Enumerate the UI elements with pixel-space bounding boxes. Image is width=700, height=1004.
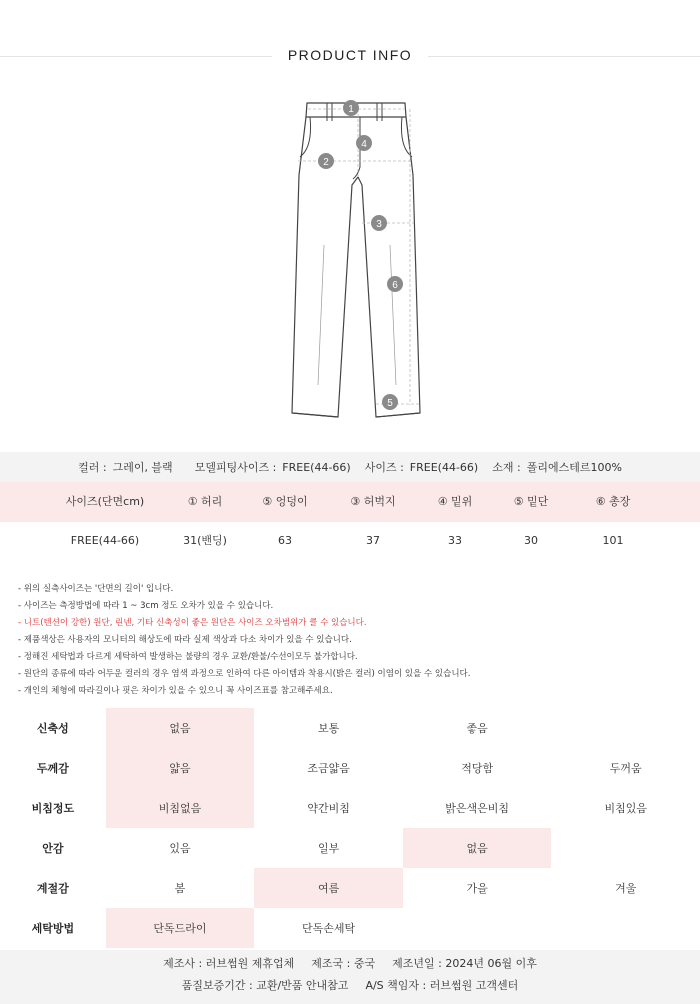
color-value: 그레이, 블랙 <box>112 461 173 474</box>
attr-option: 단독손세탁 <box>302 922 356 935</box>
manufacturer-info <box>0 950 700 1004</box>
svg-text:2: 2 <box>323 157 329 168</box>
size-cell-thigh: 37 <box>366 534 380 547</box>
attr-option: 두꺼움 <box>609 762 642 775</box>
attr-option: 비침있음 <box>604 802 647 815</box>
note-line: - 제품색상은 사용자의 모니터의 해상도에 따라 실제 색상과 다소 차이가 있을 수 있습니다. <box>18 635 352 645</box>
attr-option: 여름 <box>254 868 403 908</box>
size-label: 사이즈 : <box>364 461 404 474</box>
model-size-value: FREE(44-66) <box>282 460 351 474</box>
marker-6 <box>387 276 403 292</box>
note-line-warning: - 니트(텐션이 강한) 원단, 린넨, 기타 신축성이 좋은 원단은 사이즈 오차범위가 클 수 있습니다. <box>18 618 367 628</box>
attr-option: 일부 <box>317 842 340 855</box>
warranty-label: 품질보증기간 : <box>181 979 253 992</box>
note-line: - 개인의 체형에 따라길이나 핏은 차이가 있을 수 있으니 꼭 사이즈표를 참고해주세요. <box>18 686 333 696</box>
size-cell-hem: 30 <box>524 534 538 547</box>
size-cell-size: FREE(44-66) <box>70 534 140 547</box>
section-title: PRODUCT INFO <box>287 47 413 63</box>
size-notes <box>18 581 688 700</box>
attr-option: 얇음 <box>106 748 255 788</box>
attr-option: 적당함 <box>461 762 494 775</box>
size-value: FREE(44-66) <box>409 460 479 474</box>
color-label: 컬러 : <box>78 461 107 474</box>
material-label: 소재 : <box>492 461 521 474</box>
attr-option: 있음 <box>169 842 191 855</box>
attr-option: 비침없음 <box>106 788 255 828</box>
marker-5 <box>382 394 398 410</box>
note-line: - 원단의 종류에 따라 어두운 컬러의 경우 염색 과정으로 인하여 다른 아이템과 착용시(밝은 컬러) 이염이 있을 수 있습니다. <box>18 669 471 679</box>
as-value: 러브썸원 고객센터 <box>429 979 519 992</box>
as-label: A/S 책임자 : <box>365 979 427 992</box>
material-value: 폴리에스테르100% <box>526 461 622 474</box>
size-header-waist: ① 허리 <box>187 495 223 508</box>
attr-row-season <box>0 868 700 908</box>
pants-measurement-diagram <box>280 95 430 425</box>
note-line: - 정해진 세탁법과 다르게 세탁하여 발생하는 불량의 경우 교환/환불/수선이모두 불가합니다. <box>18 652 358 662</box>
svg-text:3: 3 <box>376 219 382 230</box>
size-header-rise: ④ 밑위 <box>437 495 473 508</box>
model-size-label: 모델피팅사이즈 : <box>194 461 277 474</box>
attr-row-washing <box>0 908 700 948</box>
attr-label: 세탁방법 <box>31 922 75 935</box>
note-line: - 위의 실측사이즈는 '단면의 길이' 입니다. <box>18 584 174 594</box>
size-header-hem: ⑤ 밑단 <box>513 495 549 508</box>
size-cell-waist: 31(밴딩) <box>183 534 227 547</box>
svg-text:6: 6 <box>392 280 398 291</box>
svg-text:1: 1 <box>348 104 354 115</box>
note-line: - 사이즈는 측정방법에 따라 1 ~ 3cm 정도 오차가 있을 수 있습니다. <box>18 601 274 611</box>
size-cell-rise: 33 <box>448 534 462 547</box>
attr-option: 보통 <box>317 722 340 735</box>
size-header-size-col: 사이즈(단면cm) <box>65 495 145 508</box>
size-header-band <box>0 482 700 522</box>
date-value: 2024년 06월 이후 <box>445 957 537 970</box>
attr-option: 겨울 <box>615 882 637 895</box>
warranty-value: 교환/반품 안내참고 <box>256 979 349 992</box>
attr-option: 밝은색은비침 <box>445 802 510 815</box>
attr-option: 가을 <box>466 882 488 895</box>
attr-option <box>403 908 552 948</box>
attr-label: 비침정도 <box>31 802 75 815</box>
size-cell-length: 101 <box>602 534 624 547</box>
attr-option: 없음 <box>106 708 255 748</box>
svg-text:4: 4 <box>361 139 367 150</box>
attr-option <box>551 908 700 948</box>
country-value: 중국 <box>353 957 376 970</box>
section-header <box>0 0 700 100</box>
country-label: 제조국 : <box>311 957 351 970</box>
marker-3 <box>371 215 387 231</box>
product-spec-summary <box>0 452 700 482</box>
size-header-thigh: ③ 허벅지 <box>350 495 396 508</box>
manufacturer-line <box>0 953 700 975</box>
size-header-length: ⑥ 총장 <box>595 495 631 508</box>
date-label: 제조년일 : <box>392 957 442 970</box>
attr-option <box>551 828 700 868</box>
size-cell-hip: 63 <box>278 534 292 547</box>
maker-value: 러브썸원 제휴업체 <box>205 957 295 970</box>
attr-option: 조금얇음 <box>307 762 350 775</box>
attr-label: 신축성 <box>36 722 69 735</box>
attr-row-stretch <box>0 708 700 748</box>
attr-option: 약간비침 <box>307 802 350 815</box>
attr-option <box>551 708 700 748</box>
attr-option: 봄 <box>174 882 186 895</box>
attr-row-thickness <box>0 748 700 788</box>
size-table-row <box>0 522 700 560</box>
attr-label: 계절감 <box>36 882 69 895</box>
pants-illustration <box>280 95 430 425</box>
warranty-line <box>0 975 700 997</box>
attr-option: 단독드라이 <box>106 908 255 948</box>
attr-option: 좋음 <box>466 722 488 735</box>
divider-right <box>428 56 700 57</box>
attr-row-sheerness <box>0 788 700 828</box>
marker-2 <box>318 153 334 169</box>
maker-label: 제조사 : <box>163 957 203 970</box>
svg-text:5: 5 <box>387 398 393 409</box>
fabric-attribute-table <box>0 708 700 948</box>
marker-1 <box>343 100 359 116</box>
attr-row-lining <box>0 828 700 868</box>
size-header-hip: ⑤ 엉덩이 <box>262 495 308 508</box>
attr-label: 안감 <box>42 842 64 855</box>
marker-4 <box>356 135 372 151</box>
attr-label: 두께감 <box>36 762 69 775</box>
attr-option: 없음 <box>403 828 552 868</box>
